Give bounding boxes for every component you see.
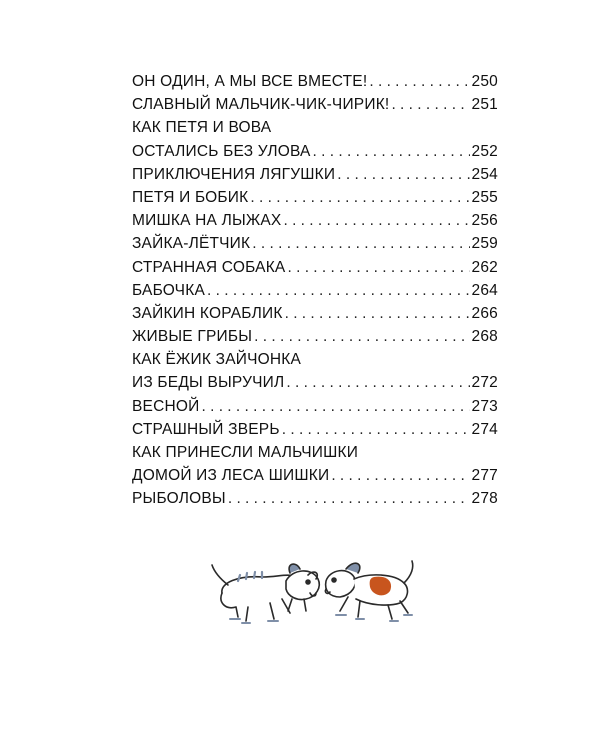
toc-entry-page-number: 278 [471, 490, 498, 508]
toc-entry-row [132, 232, 498, 255]
toc-entry-title-line: КАК ПРИНЕСЛИ МАЛЬЧИШКИ [132, 444, 359, 461]
dot-leader [391, 93, 469, 116]
dot-leader [285, 302, 470, 325]
toc-entry-title: ДОМОЙ ИЗ ЛЕСА ШИШКИ [132, 467, 330, 485]
dot-leader [201, 395, 469, 418]
toc-entry-page-number: 277 [471, 467, 498, 485]
toc-entry-page-number: 266 [471, 304, 498, 322]
toc-entry-row [132, 140, 498, 163]
toc-entry-title: ЗАЙКИН КОРАБЛИК [132, 304, 283, 322]
toc-entry-page-number: 256 [471, 212, 498, 230]
toc-entry [132, 348, 498, 394]
toc-entry-title: ПРИКЛЮЧЕНИЯ ЛЯГУШКИ [132, 165, 336, 183]
toc-entry-title: ВЕСНОЙ [132, 397, 200, 415]
toc-entry-page-number: 255 [471, 188, 498, 206]
toc-entry-row [132, 464, 498, 487]
toc-entry [132, 209, 498, 232]
toc-entry-title: ОН ОДИН, А МЫ ВСЕ ВМЕСТЕ! [132, 73, 368, 90]
toc-entry-row [132, 395, 498, 418]
toc-entry-row [132, 163, 498, 186]
dot-leader [337, 163, 469, 186]
toc-entry-title: МИШКА НА ЛЫЖАХ [132, 212, 282, 230]
toc-entry-title: БАБОЧКА [132, 281, 205, 299]
toc-entry-page-number: 250 [471, 73, 498, 90]
toc-entry [132, 256, 498, 279]
toc-entry-title: ОСТАЛИСЬ БЕЗ УЛОВА [132, 142, 311, 160]
toc-entry-title: ПЕТЯ И БОБИК [132, 188, 249, 206]
dot-leader [250, 186, 469, 209]
toc-entry [132, 93, 498, 116]
dot-leader [228, 487, 470, 510]
toc-entry [132, 279, 498, 302]
toc-entry-page-number: 262 [471, 258, 498, 276]
dot-leader [286, 371, 469, 394]
toc-entry-page-number: 274 [471, 420, 498, 438]
toc-entry-row [132, 302, 498, 325]
two-puppies-illustration [208, 555, 418, 635]
toc-entry-page-number: 252 [471, 142, 498, 160]
toc-entry [132, 418, 498, 441]
toc-entry-page-number: 268 [471, 328, 498, 346]
toc-entry [132, 487, 498, 510]
toc-entry-title-line: КАК ПЕТЯ И ВОВА [132, 119, 272, 137]
left-puppy [212, 564, 319, 621]
dot-leader [254, 325, 469, 348]
toc-entry-title: ЗАЙКА-ЛЁТЧИК [132, 235, 251, 253]
toc-entry-title: ИЗ БЕДЫ ВЫРУЧИЛ [132, 374, 285, 392]
toc-entry-title: СТРАШНЫЙ ЗВЕРЬ [132, 420, 280, 438]
toc-entry-row [132, 487, 498, 510]
toc-entry-row [132, 93, 498, 116]
toc-entry-page-number: 264 [471, 281, 498, 299]
toc-entry-page-number: 254 [471, 165, 498, 183]
dot-leader [283, 209, 469, 232]
right-puppy [325, 561, 412, 621]
dot-leader [331, 464, 469, 487]
toc-entry-page-number: 272 [471, 374, 498, 392]
toc-entry [132, 325, 498, 348]
toc-entry-row [132, 325, 498, 348]
toc-entry-row [132, 279, 498, 302]
toc-entry-title: ЖИВЫЕ ГРИБЫ [132, 328, 253, 346]
toc-entry-title: СТРАННАЯ СОБАКА [132, 258, 286, 276]
table-of-contents [132, 70, 498, 511]
toc-entry [132, 70, 498, 93]
toc-entry [132, 163, 498, 186]
toc-entry-row [132, 371, 498, 394]
dot-leader [369, 70, 469, 93]
toc-entry-row [132, 256, 498, 279]
dot-leader [207, 279, 470, 302]
dot-leader [252, 232, 469, 255]
toc-entry-title: СЛАВНЫЙ МАЛЬЧИК-ЧИК-ЧИРИК! [132, 96, 390, 114]
toc-entry-row [132, 418, 498, 441]
toc-entry-page-number: 259 [471, 235, 498, 253]
dot-leader [313, 140, 470, 163]
toc-entry [132, 232, 498, 255]
toc-entry-row [132, 209, 498, 232]
toc-entry [132, 302, 498, 325]
dot-leader [282, 418, 470, 441]
toc-entry [132, 186, 498, 209]
toc-entry-title-line: КАК ЁЖИК ЗАЙЧОНКА [132, 351, 302, 369]
toc-entry-page-number: 251 [471, 96, 498, 114]
toc-entry [132, 395, 498, 418]
toc-entry [132, 116, 498, 162]
toc-entry-page-number: 273 [471, 397, 498, 415]
toc-entry-title: РЫБОЛОВЫ [132, 490, 226, 508]
toc-entry-row [132, 70, 498, 93]
dot-leader [287, 256, 469, 279]
toc-entry [132, 441, 498, 487]
toc-entry-row [132, 186, 498, 209]
